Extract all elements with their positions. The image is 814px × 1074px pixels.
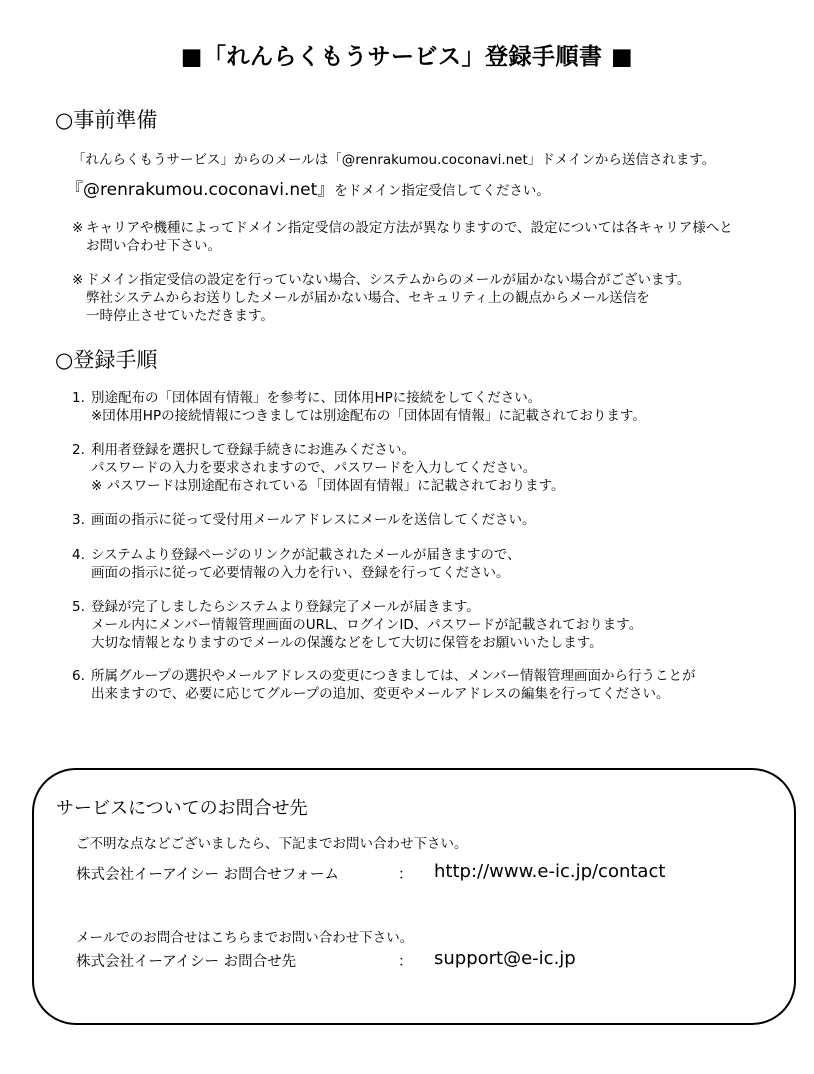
step-line: 利用者登録を選択して登録手続きにお進みください。: [91, 442, 415, 458]
step-item: [72, 511, 536, 529]
prep-line-2: [66, 175, 550, 200]
step-line: 画面の指示に従って必要情報の入力を行い、登録を行ってください。: [91, 565, 510, 581]
step-line: ※ パスワードは別途配布されている「団体固有情報」に記載されております。: [91, 478, 565, 494]
contact-mail-link[interactable]: support@e-ic.jp: [434, 948, 576, 969]
step-line: システムより登録ページのリンクが記載されたメールが届きますので、: [91, 547, 521, 563]
prep-note-1: [72, 219, 733, 255]
prep-line-1: 「れんらくもうサービス」からのメールは「@renrakumou.coconavi.net」ドメインから送信されます。: [72, 152, 716, 168]
contact-web-label: 株式会社イーアイシー お問合せフォーム: [76, 867, 339, 883]
step-item: [72, 546, 521, 582]
step-number: 4.: [72, 547, 85, 563]
note-line: 弊社システムからお送りしたメールが届かない場合、セキュリティ上の観点からメール送信を: [86, 290, 650, 306]
contact-web-sep: ：: [398, 867, 413, 883]
contact-web-intro: ご不明な点などございましたら、下記までお問い合わせ下さい。: [76, 836, 468, 852]
step-line: 登録が完了しましたらシステムより登録完了メールが届きます。: [91, 599, 480, 615]
step-number: 3.: [72, 512, 85, 528]
step-number: 6.: [72, 668, 85, 684]
step-line: 大切な情報となりますのでメールの保護などをして大切に保管をお願いいたします。: [91, 635, 603, 651]
contact-mail-intro: メールでのお問合せはこちらまでお問い合わせ下さい。: [76, 930, 414, 946]
step-line: パスワードの入力を要求されますので、パスワードを入力してください。: [91, 460, 537, 476]
prep-domain: 『@renrakumou.coconavi.net』: [66, 180, 335, 200]
contact-mail-sep: ：: [398, 954, 413, 970]
step-line: メール内にメンバー情報管理画面のURL、ログインID、パスワードが記載されております。: [91, 617, 643, 633]
step-line: 別途配布の「団体固有情報」を参考に、団体用HPに接続をしてください。: [91, 390, 542, 406]
contact-web-link[interactable]: http://www.e-ic.jp/contact: [434, 861, 666, 882]
prep-line-2-rest: をドメイン指定受信してください。: [334, 183, 550, 199]
note-mark: ※: [72, 272, 84, 288]
note-line: 一時停止させていただきます。: [86, 308, 274, 324]
prep-note-2: [72, 271, 690, 325]
contact-mail-label: 株式会社イーアイシー お問合せ先: [76, 954, 297, 970]
step-line: ※団体用HPの接続情報につきましては別途配布の「団体固有情報」に記載されております。: [91, 408, 646, 424]
note-line: キャリアや機種によってドメイン指定受信の設定方法が異なりますので、設定については各キャリア様へと: [86, 220, 733, 236]
step-number: 5.: [72, 599, 85, 615]
step-item: [72, 389, 646, 425]
contact-heading: サービスについてのお問合せ先: [56, 798, 308, 819]
note-line: お問い合わせ下さい。: [86, 238, 221, 254]
step-item: [72, 441, 565, 495]
step-item: [72, 598, 642, 652]
note-mark: ※: [72, 220, 84, 236]
prep-heading: ○事前準備: [55, 108, 158, 132]
page-title: ■「れんらくもうサービス」登録手順書 ■: [180, 44, 634, 70]
step-line: 出来ますので、必要に応じてグループの追加、変更やメールアドレスの編集を行ってください。: [91, 686, 670, 702]
step-line: 所属グループの選択やメールアドレスの変更につきましては、メンバー情報管理画面から行うことが: [91, 668, 696, 684]
note-line: ドメイン指定受信の設定を行っていない場合、システムからのメールが届かない場合がございます。: [86, 272, 691, 288]
step-item: [72, 667, 696, 703]
steps-heading: ○登録手順: [55, 348, 158, 372]
step-number: 1.: [72, 390, 85, 406]
step-line: 画面の指示に従って受付用メールアドレスにメールを送信してください。: [91, 512, 536, 528]
step-number: 2.: [72, 442, 85, 458]
